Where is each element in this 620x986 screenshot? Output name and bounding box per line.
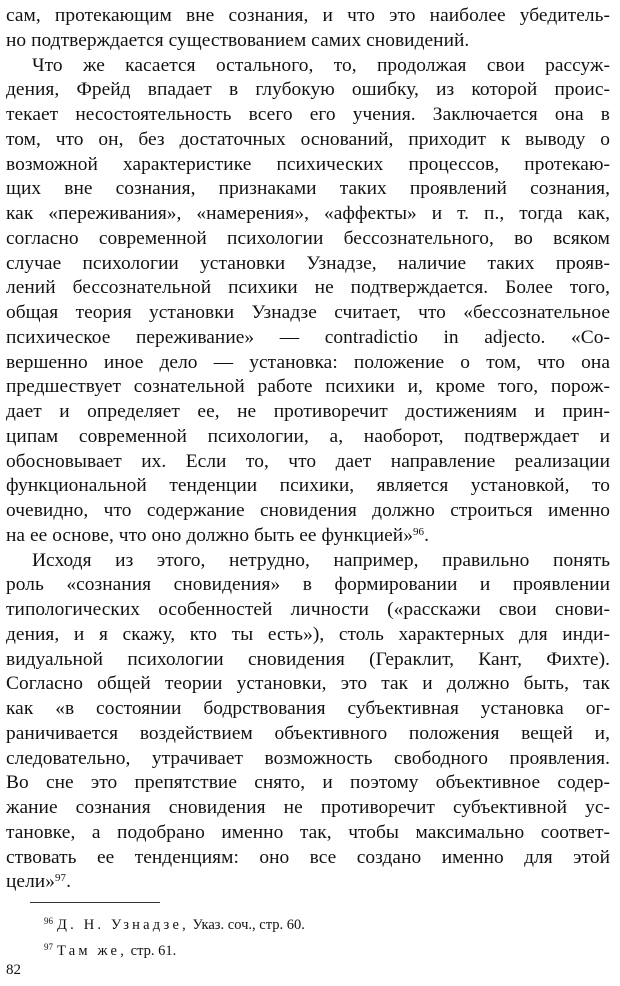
footnote-text: Указ. соч., стр. 60.: [192, 917, 305, 933]
footnotes: [44, 912, 604, 964]
footnote-number: 96: [44, 916, 53, 926]
text-line: Во сне это препятствие снято, и поэтому объективное содер-: [6, 772, 610, 794]
text-line: Исходя из этого, нетрудно, например, правильно понять: [32, 549, 610, 571]
text-line: но подтверждается существованием самих сновидений.: [6, 29, 470, 51]
footnote-text: стр. 61.: [130, 943, 177, 959]
text-line: вершенно иное дело — установка: положение о том, что она: [6, 351, 610, 373]
text-line: типологических особенностей личности («расскажи свои снови-: [6, 599, 610, 620]
text-segment: .: [66, 871, 71, 893]
text-line: психическое переживание» — contradictio in adjecto. «Со-: [6, 326, 610, 348]
text-line: видуальной психологии сновидения (Гераклит, Кант, Фихте).: [6, 648, 610, 670]
text-line: лений бессознательной психики не подтверждается. Более того,: [6, 277, 610, 299]
main-text: [6, 4, 610, 895]
page-number: 82: [6, 962, 21, 978]
text-line: общая теория установки Узнадзе считает, что «бессознательное: [6, 302, 610, 323]
text-line: роль «сознания сновидения» в формировании и проявлении: [6, 574, 610, 596]
text-line: ципам современной психологии, а, наоборот, подтверждает и: [6, 425, 610, 447]
text-line: Согласно общей теории установки, это так и должно быть, так: [6, 673, 610, 695]
text-line: тановке, а подобрано именно так, чтобы максимально соответ-: [6, 821, 610, 843]
text-line: следовательно, утрачивает возможность свободного проявления.: [6, 747, 610, 769]
text-line: обосновывает их. Если то, что дает направление реализации: [6, 450, 610, 472]
text-line: раничивается воздействием объективного положения вещей и,: [6, 722, 610, 744]
text-line: сам, протекающим вне сознания, и что это наиболее убедитель-: [6, 5, 610, 26]
text-line: жание сознания сновидения не противоречит субъективной ус-: [6, 797, 610, 818]
text-line: дения, Фрейд впадает в глубокую ошибку, из которой проис-: [6, 79, 610, 101]
footnote-97: [44, 938, 604, 964]
text-line: дает и определяет ее, не противоречит достижениям и прин-: [6, 401, 610, 422]
text-line: согласно современной психологии бессознательного, во всяком: [6, 227, 610, 249]
text-line: возможной характеристике психических процессов, протекаю-: [6, 153, 610, 175]
text-line: Что же касается остального, то, продолжая свои рассуж-: [32, 54, 610, 76]
text-segment: .: [424, 524, 429, 546]
footnote-96: [44, 912, 604, 938]
text-line: функциональной тенденции психики, является установкой, то: [6, 475, 610, 497]
text-segment: цели»: [6, 871, 55, 893]
footnote-author: Там же,: [57, 943, 128, 959]
text-line: [6, 870, 610, 895]
text-line: щих вне сознания, признаками таких проявлений сознания,: [6, 178, 610, 200]
footnote-author: Д. Н. Узнадзе,: [57, 917, 189, 933]
text-line: том, что он, без достаточных оснований, приходит к выводу о: [6, 128, 610, 150]
text-segment: на ее основе, что оно должно быть ее функцией»: [6, 524, 413, 546]
text-line: как «в состоянии бодрствования субъективная установка ог-: [6, 698, 610, 719]
text-line: как «переживания», «намерения», «аффекты» и т. п., тогда как,: [6, 203, 610, 224]
footnote-divider: [30, 902, 160, 903]
footnote-ref-96[interactable]: 96: [412, 525, 425, 538]
text-line: дения, и я скажу, кто ты есть»), столь характерных для инди-: [6, 623, 610, 645]
footnote-ref-97[interactable]: 97: [54, 872, 67, 885]
text-line: [6, 524, 610, 549]
text-line: случае психологии установки Узнадзе, наличие таких прояв-: [6, 252, 610, 274]
text-line: предшествует сознательной работе психики и, кроме того, порож-: [6, 376, 610, 398]
footnote-number: 97: [44, 942, 53, 952]
text-line: текает несостоятельность всего его учения. Заключается она в: [6, 104, 610, 125]
text-line: очевидно, что содержание сновидения должно строиться именно: [6, 500, 610, 521]
text-line: ствовать ее тенденциям: оно все создано именно для этой: [6, 846, 610, 868]
